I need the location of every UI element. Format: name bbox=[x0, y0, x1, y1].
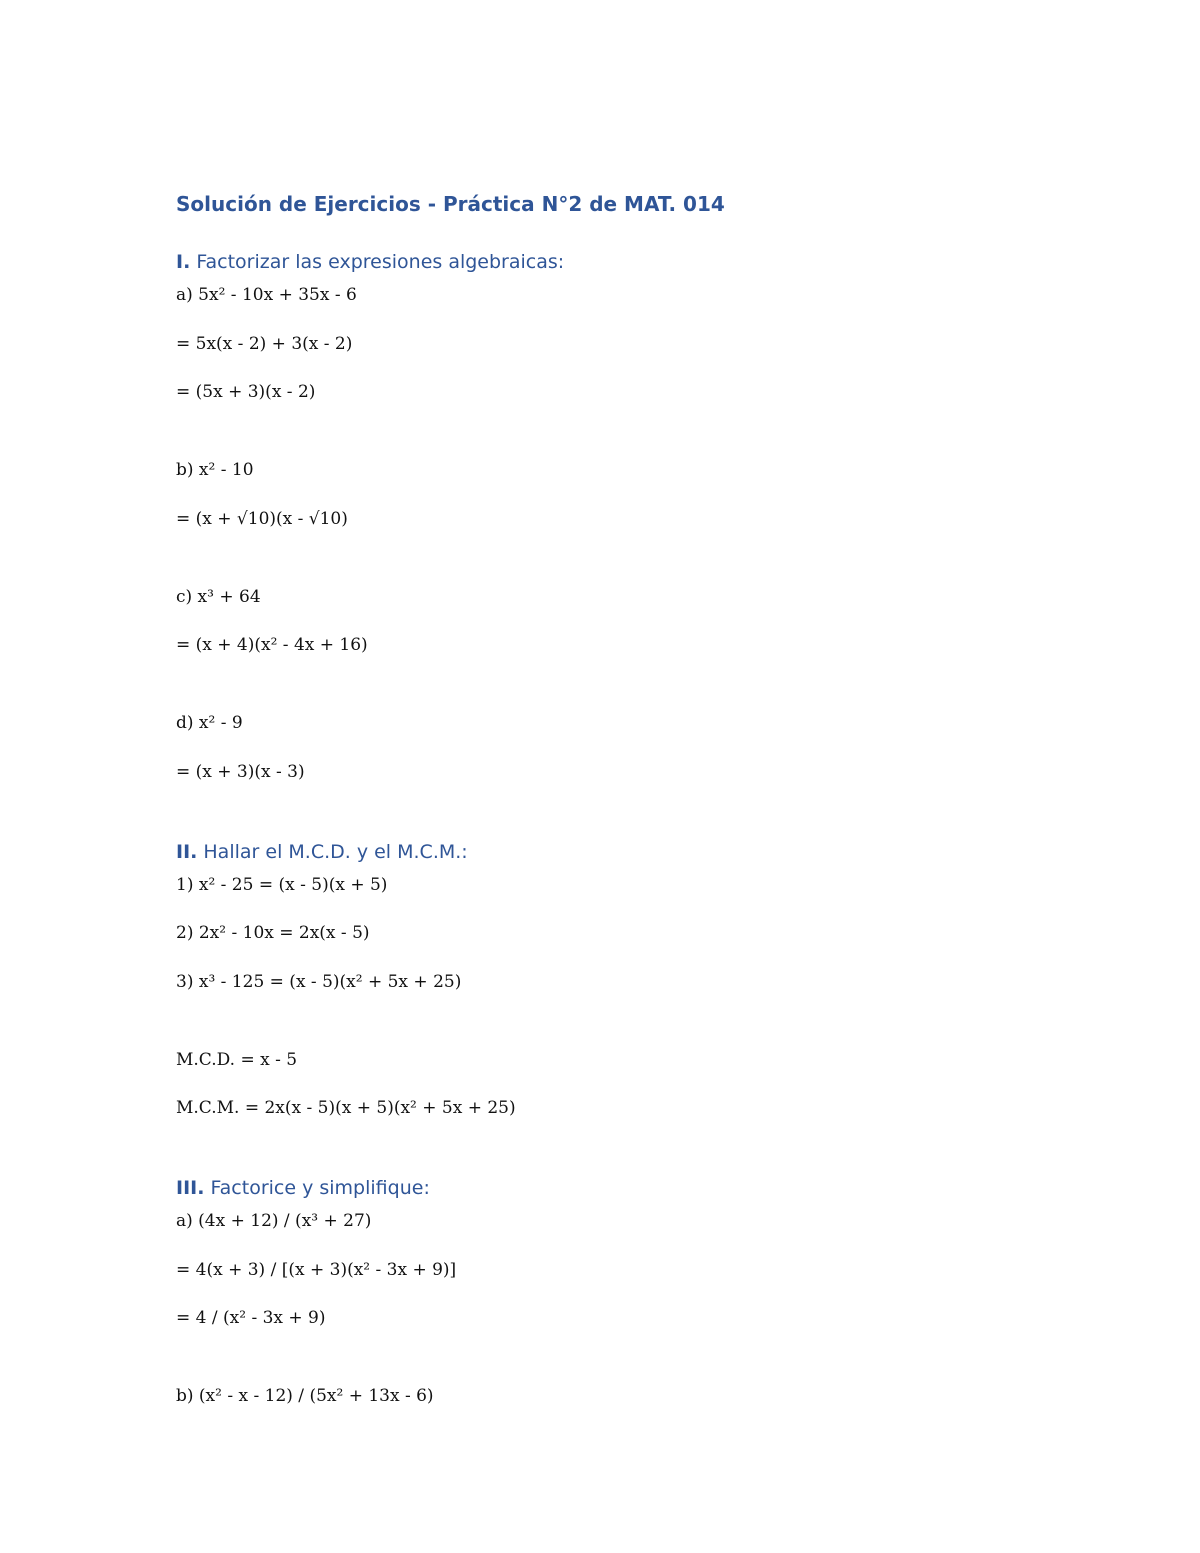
exercise-line: a) 5x² - 10x + 35x - 6 bbox=[176, 285, 357, 305]
exercise-line: b) (x² - x - 12) / (5x² + 13x - 6) bbox=[176, 1386, 434, 1406]
exercise-line: = (5x + 3)(x - 2) bbox=[176, 382, 316, 402]
section-heading-text: Factorice y simplifique: bbox=[204, 1177, 430, 1199]
section-heading-text: Hallar el M.C.D. y el M.C.M.: bbox=[197, 841, 468, 863]
exercise-line: a) (4x + 12) / (x³ + 27) bbox=[176, 1211, 372, 1231]
exercise-line: 1) x² - 25 = (x - 5)(x + 5) bbox=[176, 875, 388, 895]
section-heading-mcd-mcm bbox=[176, 841, 468, 863]
section-number: III. bbox=[176, 1177, 205, 1199]
exercise-line: = (x + 3)(x - 3) bbox=[176, 762, 305, 782]
section-heading-text: Factorizar las expresiones algebraicas: bbox=[190, 251, 565, 273]
exercise-line: M.C.M. = 2x(x - 5)(x + 5)(x² + 5x + 25) bbox=[176, 1098, 516, 1118]
exercise-line: = 5x(x - 2) + 3(x - 2) bbox=[176, 334, 353, 354]
exercise-line: = 4(x + 3) / [(x + 3)(x² - 3x + 9)] bbox=[176, 1260, 457, 1280]
exercise-line: d) x² - 9 bbox=[176, 713, 243, 733]
exercise-line: = (x + √10)(x - √10) bbox=[176, 509, 348, 529]
exercise-line: 3) x³ - 125 = (x - 5)(x² + 5x + 25) bbox=[176, 972, 462, 992]
section-heading-simplificar bbox=[176, 1177, 430, 1199]
exercise-line: 2) 2x² - 10x = 2x(x - 5) bbox=[176, 923, 370, 943]
section-heading-factorizar bbox=[176, 251, 564, 273]
section-number: II. bbox=[176, 841, 198, 863]
section-number: I. bbox=[176, 251, 191, 273]
document-title: Solución de Ejercicios - Práctica N°2 de MAT. 014 bbox=[176, 192, 725, 216]
exercise-line: = 4 / (x² - 3x + 9) bbox=[176, 1308, 326, 1328]
exercise-line: b) x² - 10 bbox=[176, 460, 254, 480]
exercise-line: = (x + 4)(x² - 4x + 16) bbox=[176, 635, 368, 655]
exercise-line: c) x³ + 64 bbox=[176, 587, 261, 607]
exercise-line: M.C.D. = x - 5 bbox=[176, 1050, 298, 1070]
